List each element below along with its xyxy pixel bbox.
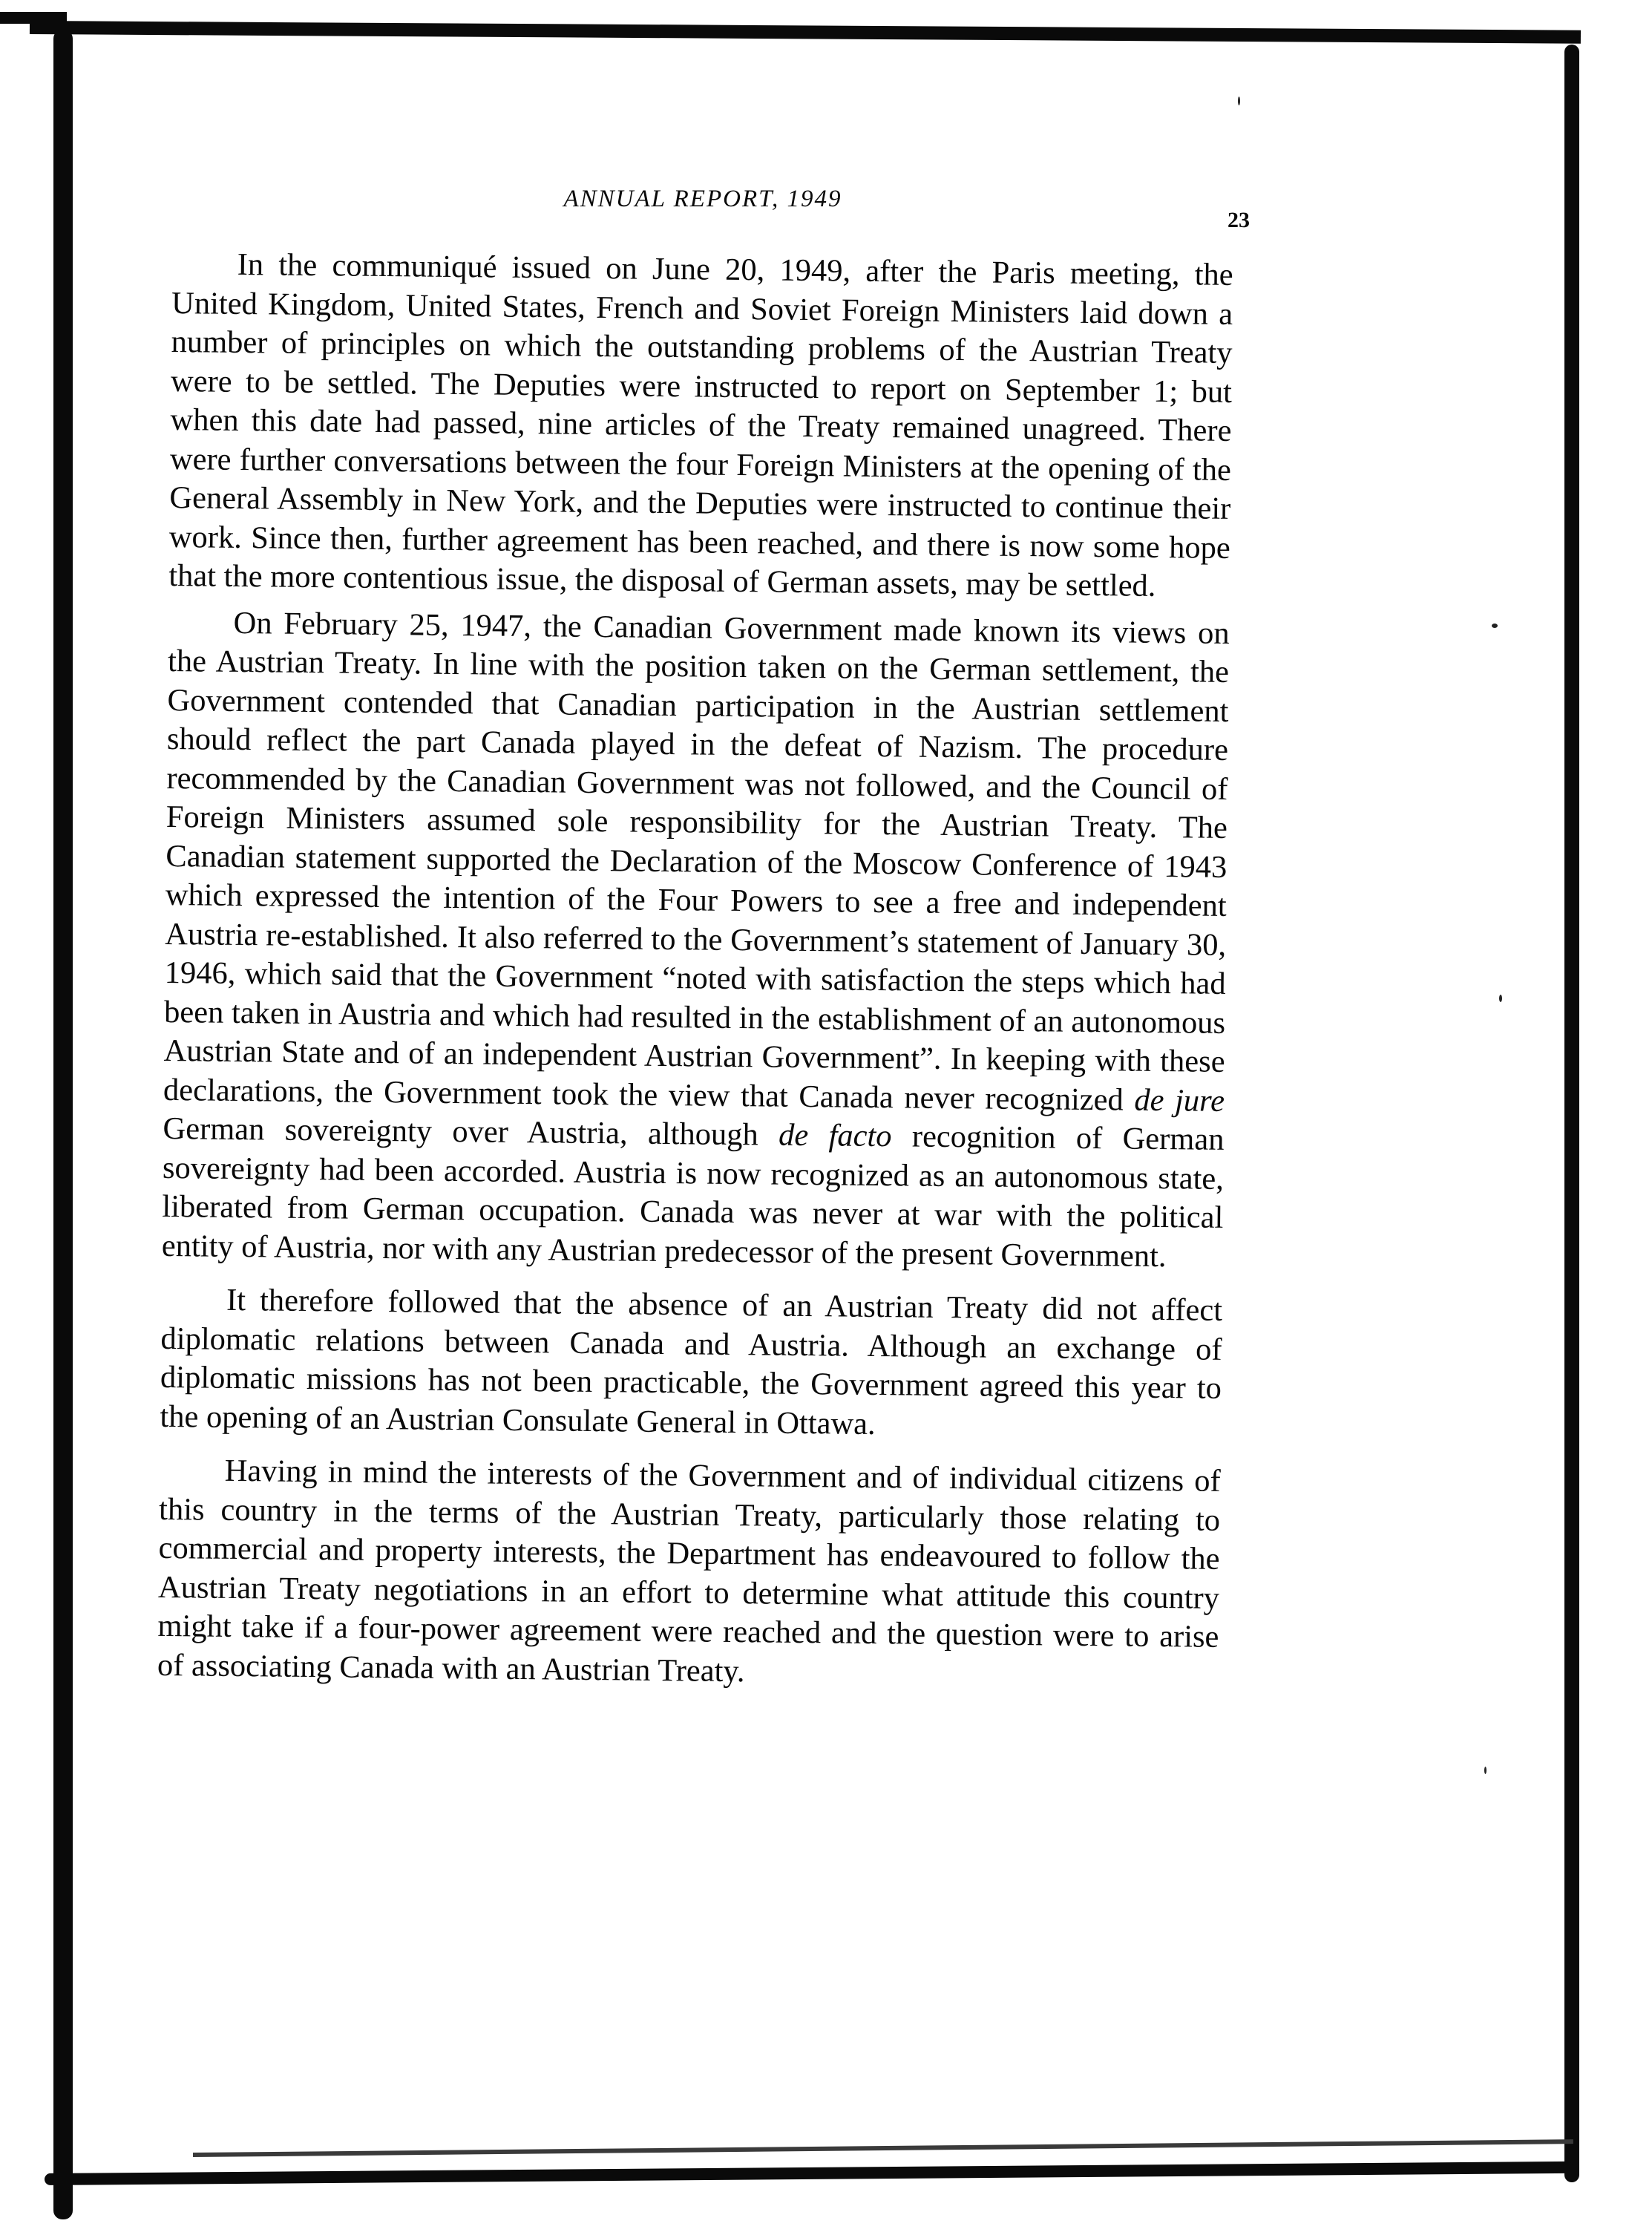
paragraph-text: recognition of German sovereignty had been accorded. Austria is now recognized as an autonomous state, liberated from German occupation. Canada was never at war with the political entity of Austria, nor with any Austrian predecessor of the present Government. (161, 1119, 1225, 1274)
scan-border-right (1564, 45, 1579, 2182)
paragraph-text: In keeping with these declarations, the Government took the view that Canada never recognized (163, 1041, 1225, 1118)
running-head (172, 186, 1250, 232)
scan-border-bottom (45, 2162, 1573, 2185)
paragraph: It therefore followed that the absence of an Austrian Treaty did not affect diplomatic relations between Canada and Austria. Although an exchange of diplomatic missions has not been practicable, the Government agreed this year to the opening of an Austrian Consulate General in Ottawa. (160, 1282, 1223, 1442)
paragraph (162, 603, 1230, 1276)
page-number: 23 (1227, 208, 1250, 232)
document-page (157, 186, 1250, 1692)
paragraph: In the communiqué issued on June 20, 1949, after the Paris meeting, the United Kingdom, United States, French and Soviet Foreign Ministers laid down a number of principles on which the outstanding problems of the Austrian Treaty were to be settled. The Deputies were instructed to report on September 1; but when this date had passed, nine articles of the Treaty remained unagreed. There were further conversations between the four Foreign Ministers at the opening of the General Assembly in New York, and the Deputies were instructed to continue their work. Since then, further agreement has been reached, and there is now some hope that the more contentious issue, the disposal of German assets, may be settled. (168, 246, 1233, 603)
scan-border-left (53, 30, 73, 2219)
scan-speck (1499, 995, 1502, 1002)
scan-speck (1238, 96, 1240, 105)
running-head-title: ANNUAL REPORT, 1949 (563, 186, 842, 212)
scan-border-bottom-shadow (193, 2139, 1573, 2157)
paragraph-text: German sovereignty over Austria, although (163, 1110, 779, 1153)
scan-speck (1492, 624, 1498, 628)
italic-term-de-facto: de facto (778, 1117, 892, 1154)
paragraph-text: On February 25, 1947, the Canadian Government made known its views on the Austrian Treaty. In line with the position taken on the German settlement, the Government contended that Canadian participation in the Austrian settlement should reflect the part Canada played in the defeat of Nazism. The procedure recommended by the Canadian Government was not followed, and the Council of Foreign Ministers assumed sole responsibility for the Austrian Treaty. The Canadian statement supported the Declaration of the Moscow Conference of 1943 which expressed the intention of the Four Powers to see a free and independent Austria re-established. It also referred to the Government’s statement of January 30, 1946, which said that the Government “noted with satisfaction the steps which had been taken in Austria and which had resulted in the establishment of an autonomous Austrian State and of an independent Austrian Government”. (163, 605, 1230, 1076)
paragraph: Having in mind the interests of the Government and of individual citizens of this country in the terms of the Austrian Treaty, particularly those relating to commercial and property interests, the Department has endeavoured to follow the Austrian Treaty negotiations in an effort to determine what attitude this country might take if a four-power agreement were reached and the question were to arise of associating Canada with an Austrian Treaty. (157, 1453, 1221, 1689)
body-text (157, 245, 1233, 1696)
scan-speck (1484, 1767, 1487, 1774)
scan-border-top (30, 21, 1581, 44)
italic-term-de-jure: de jure (1134, 1082, 1225, 1119)
